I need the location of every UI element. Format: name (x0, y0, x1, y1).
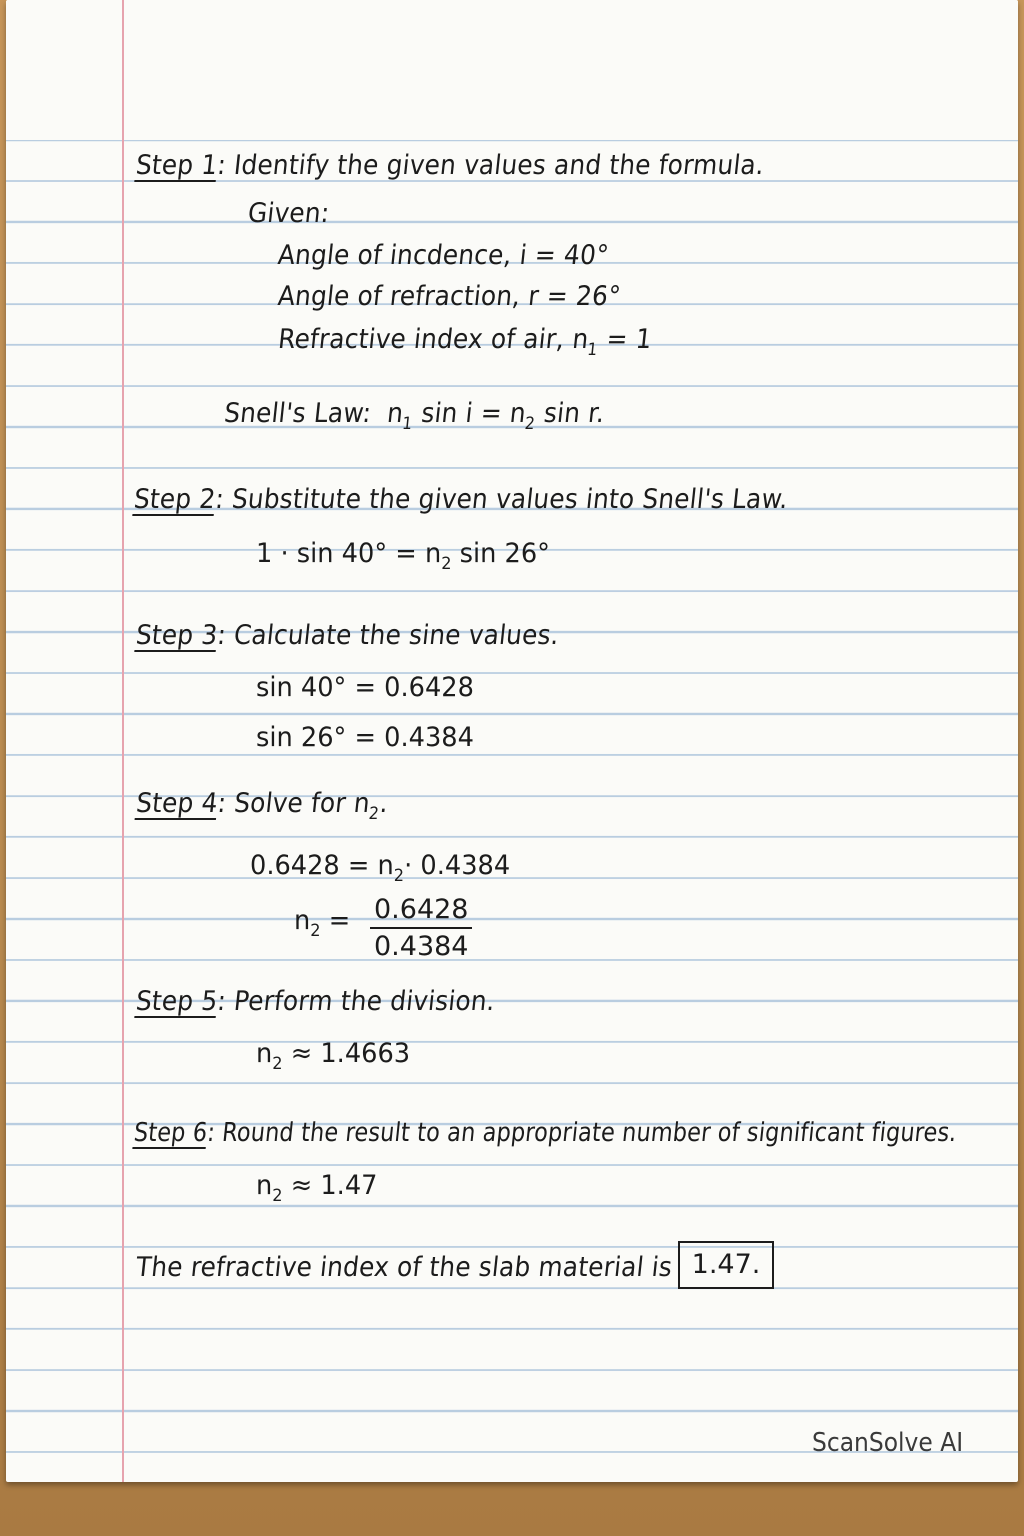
step6-text: : Round the result to an appropriate number of significant figures. (205, 1118, 959, 1148)
snell-mid: sin i = n (411, 398, 528, 429)
given-incidence: Angle of incdence, i = 40° (276, 240, 611, 271)
watermark-text: ScanSolve AI (812, 1428, 964, 1458)
sin40-value: sin 40° = 0.6428 (256, 672, 474, 703)
step4-eq-sub: 2 (393, 866, 405, 886)
air-index-sub: 1 (586, 340, 599, 360)
fraction-numerator: 0.6428 (370, 894, 472, 929)
step5-eq-start: n (256, 1038, 273, 1069)
snell-end: sin r. (534, 398, 607, 429)
fraction-lhs (294, 905, 350, 941)
step6-heading (132, 1118, 958, 1148)
step2-heading (132, 484, 789, 515)
step6-eq-end: ≈ 1.47 (282, 1170, 378, 1201)
step1-text: : Identify the given values and the formula. (215, 150, 766, 181)
step6-equation (256, 1170, 377, 1206)
margin-line (122, 0, 124, 1482)
step1-label: Step 1 (134, 150, 219, 181)
air-index-value: = 1 (596, 324, 654, 355)
snell-n1: n (385, 398, 405, 429)
step2-equation (256, 538, 550, 574)
step5-eq-sub: 2 (272, 1054, 283, 1074)
step4-heading (134, 788, 390, 824)
step6-eq-start: n (256, 1170, 273, 1201)
fraction (370, 894, 472, 962)
notebook-page (6, 0, 1018, 1482)
step5-label: Step 5 (134, 986, 219, 1017)
snell-n1-sub: 1 (401, 414, 414, 434)
step5-heading (134, 986, 496, 1017)
step2-eq-start: 1 · sin 40° = n (256, 538, 442, 569)
step6-label: Step 6 (132, 1118, 209, 1148)
given-air-index (276, 324, 653, 360)
step2-eq-sub: 2 (441, 554, 452, 574)
step4-label: Step 4 (134, 788, 220, 819)
sin26-value: sin 26° = 0.4384 (256, 722, 474, 753)
step4-equation (250, 850, 510, 886)
conclusion-text: The refractive index of the slab material is (134, 1252, 674, 1283)
step6-eq-sub: 2 (272, 1186, 283, 1206)
step4-text-end: . (378, 788, 390, 819)
step3-heading (134, 620, 560, 651)
snell-n2-sub: 2 (523, 414, 536, 434)
fraction-lhs-n: n (294, 905, 311, 936)
step4-text-start: : Solve for n (215, 788, 372, 819)
fraction-lhs-sub: 2 (310, 921, 321, 941)
step4-eq-start: 0.6428 = n (250, 850, 394, 881)
air-index-text: Refractive index of air, n (276, 324, 591, 355)
snell-law (222, 398, 606, 434)
step4-text-sub: 2 (367, 804, 380, 824)
snell-label: Snell's Law: (222, 398, 373, 429)
given-label: Given: (246, 198, 331, 229)
step2-text: : Substitute the given values into Snell's Law. (213, 484, 790, 515)
step5-equation (256, 1038, 410, 1074)
step3-text: : Calculate the sine values. (215, 620, 561, 651)
step4-eq-end: · 0.4384 (404, 850, 511, 881)
given-refraction: Angle of refraction, r = 26° (276, 281, 623, 312)
step1-heading (134, 150, 765, 181)
fraction-denominator: 0.4384 (374, 931, 469, 962)
step2-eq-end: sin 26° (451, 538, 551, 569)
fraction-equals: = (328, 905, 351, 936)
step2-label: Step 2 (132, 484, 217, 515)
step5-text: : Perform the division. (215, 986, 497, 1017)
step3-label: Step 3 (134, 620, 219, 651)
answer-box: 1.47. (678, 1241, 774, 1289)
step5-eq-end: ≈ 1.4663 (282, 1038, 411, 1069)
